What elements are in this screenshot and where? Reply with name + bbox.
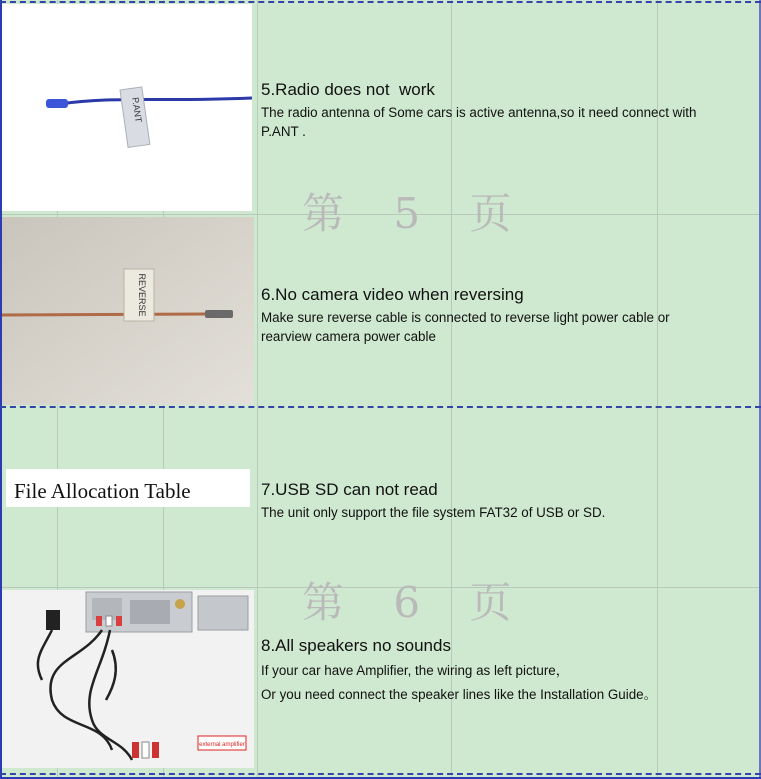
antenna-tag-label: P.ANT (130, 96, 144, 124)
item-heading: 6.No camera video when reversing (261, 285, 524, 304)
fat-image-text: File Allocation Table (14, 479, 191, 503)
reverse-cable-photo (2, 217, 254, 405)
amplifier-tag-label: external amplifier (199, 742, 245, 748)
amplifier-wiring-photo (2, 590, 254, 768)
antenna-cable-photo (2, 4, 252, 211)
grid-line (257, 0, 258, 779)
troubleshoot-item (261, 285, 751, 346)
reverse-tag-label: REVERSE (137, 273, 147, 317)
item-description: The radio antenna of Some cars is active antenna,so it need connect with P.ANT . (261, 105, 697, 139)
page-break-line (0, 406, 761, 408)
troubleshoot-item (261, 636, 751, 707)
item-heading: 5.Radio does not work (261, 80, 435, 99)
item-description: Make sure reverse cable is connected to reverse light power cable or rearview camera power cable (261, 310, 670, 344)
item-description: If your car have Amplifier, the wiring as left picture， Or you need connect the speaker lines like the Installation Guide。 (261, 663, 657, 702)
fat-image (6, 469, 250, 507)
page-watermark: 第 6 页 (302, 578, 530, 627)
page-watermark: 第 5 页 (302, 189, 530, 238)
item-description: The unit only support the file system FAT32 of USB or SD. (261, 505, 606, 520)
troubleshoot-item (261, 80, 751, 141)
page-break-line (0, 1, 761, 3)
item-heading: 7.USB SD can not read (261, 480, 438, 499)
item-heading: 8.All speakers no sounds (261, 636, 451, 655)
troubleshoot-item (261, 480, 751, 522)
page-break-line (0, 773, 761, 775)
